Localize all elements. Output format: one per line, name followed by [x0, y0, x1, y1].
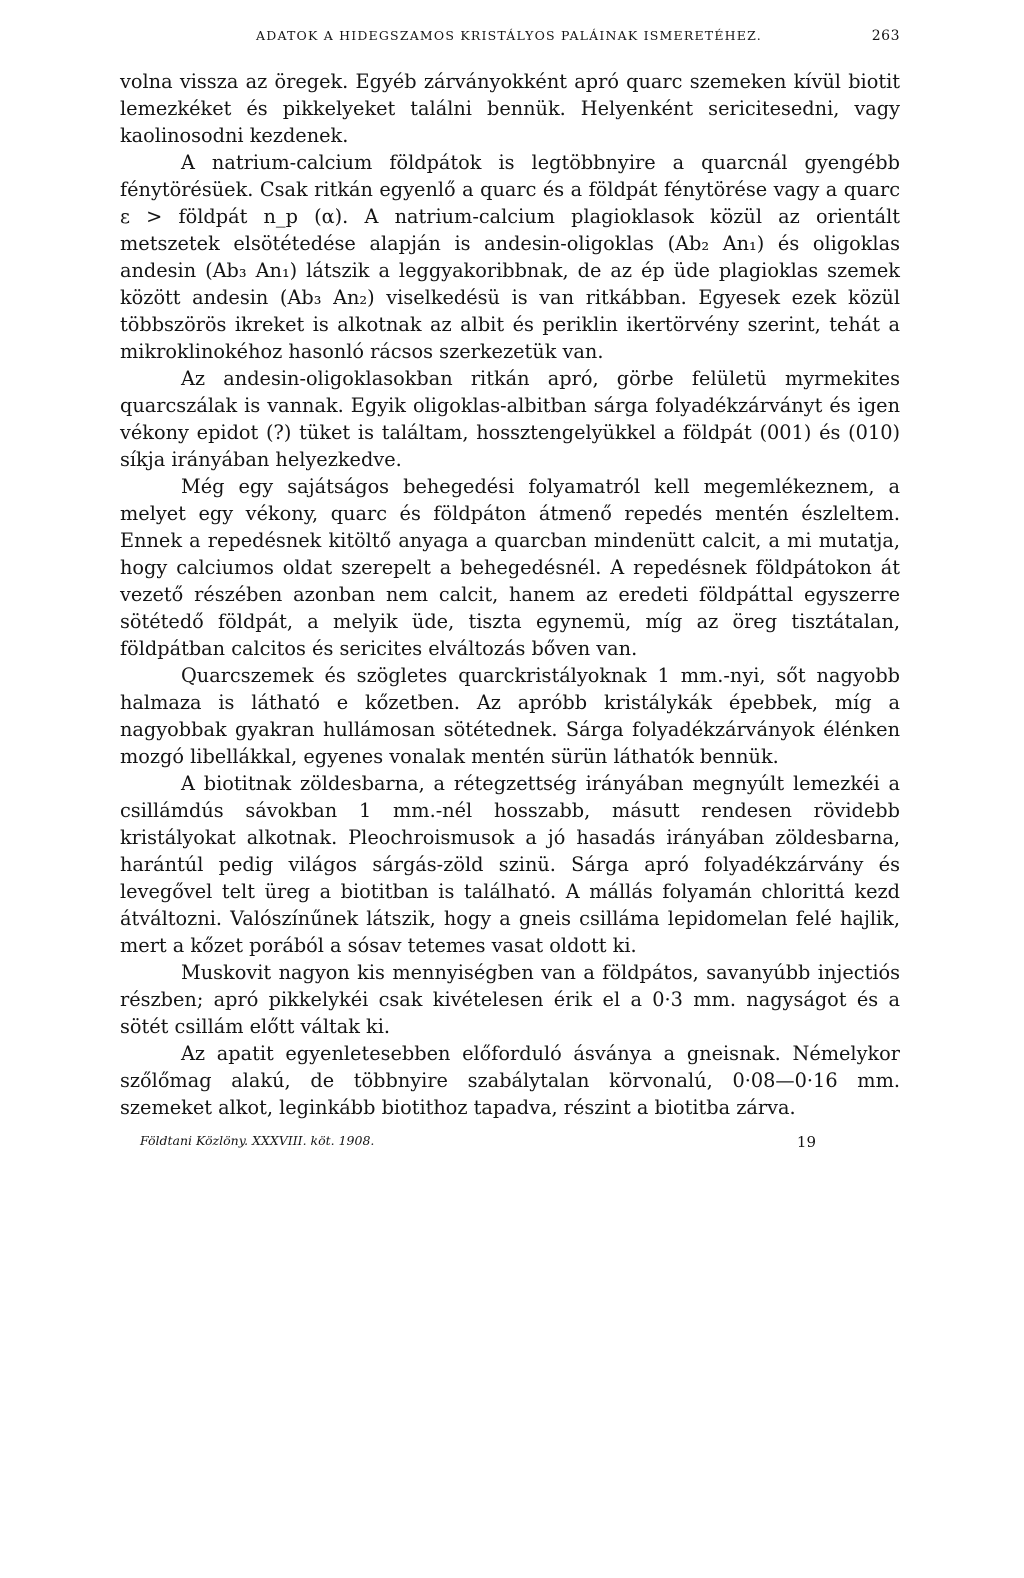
signature-mark: 19	[796, 1133, 816, 1151]
paragraph-8: Az apatit egyenletesebben előforduló ásványa a gneisnak. Némelykor szőlőmag alakú, de többnyire szabálytalan körvonalú, 0·08—0·16 mm. szemeket alkot, leginkább biotithoz tapadva, részint a biotitba zárva.	[120, 1042, 900, 1119]
page-number: 263	[871, 28, 900, 44]
paragraph-2: A natrium-calcium földpátok is legtöbbnyire a quarcnál gyengébb fénytörésüek. Csak ritkán egyenlő a quarc és a földpát fénytörése vagy a quarc ε > földpát n_p (α). A natrium-calcium plagioklasok közül az orientált metszetek elsötétedése alapján is andesin-oligoklas (Ab₂ An₁) és oligoklas andesin (Ab₃ An₁) látszik a leggyakoribbnak, de az ép üde plagioklas szemek között andesin (Ab₃ An₂) viselkedésü is van ritkábban. Egyesek ezek közül többszörös ikreket is alkotnak az albit és periklin ikertörvény szerint, tehát a mikroklinokéhoz hasonló rácsos szerkezetük van.	[120, 151, 900, 363]
running-title: ADATOK A HIDEGSZAMOS KRISTÁLYOS PALÁINAK ISMERETÉHEZ.	[256, 28, 762, 43]
paragraph-7: Muskovit nagyon kis mennyiségben van a földpátos, savanyúbb injectiós részben; apró pikkelykéi csak kivételesen érik el a 0·3 mm. nagyságot és a sötét csillám előtt váltak ki.	[120, 961, 900, 1038]
footer-citation: Földtani Közlöny. XXXVIII. köt. 1908.	[140, 1133, 375, 1148]
paragraph-5: Quarcszemek és szögletes quarckristályoknak 1 mm.-nyi, sőt nagyobb halmaza is látható e kőzetben. Az apróbb kristálykák épebbek, míg a nagyobbak gyakran hullámosan sötétednek. Sárga folyadékzárványok élénken mozgó libellákkal, egyenes vonalak mentén sürün láthatók bennük.	[120, 664, 900, 768]
document-page	[120, 28, 900, 1151]
page-footer	[120, 1133, 900, 1151]
paragraph-6: A biotitnak zöldesbarna, a rétegzettség irányában megnyúlt lemezkéi a csillámdús sávokban 1 mm.-nél hosszabb, másutt rendesen rövidebb kristályokat alkotnak. Pleochroismusok a jó hasadás irányában zöldesbarna, harántúl pedig világos sárgás-zöld szinü. Sárga apró folyadékzárvány és levegővel telt üreg a biotitban is található. A mállás folyamán chlorittá kezd átváltozni. Valószínűnek látszik, hogy a gneis csillámа lepidomelan felé hajlik, mert a kőzet porából a sósav tetemes vasat oldott ki.	[120, 772, 900, 957]
paragraph-3: Az andesin-oligoklasokban ritkán apró, görbe felületü myrmekites quarcszálak is vannak. Egyik oligoklas-albitban sárga folyadékzárványt és igen vékony epidot (?) tüket is találtam, hossztengelyükkel a földpát (001) és (010) síkja irányában helyezkedve.	[120, 367, 900, 471]
paragraph-1: volna vissza az öregek. Egyéb zárványokként apró quarc szemeken kívül biotit lemezkéket és pikkelyeket találni bennük. Helyenként sericitesedni, vagy kaolinosodni kezdenek.	[120, 70, 900, 147]
body-text	[120, 68, 900, 1121]
running-header	[120, 28, 900, 44]
paragraph-4: Még egy sajátságos behegedési folyamatról kell megemlékeznem, a melyet egy vékony, quarc és földpáton átmenő repedés mentén észleltem. Ennek a repedésnek kitöltő anyaga a quarcban mindenütt calcit, a mi mutatja, hogy calciumos oldat szerepelt a behegedésnél. A repedésnek földpátokon át vezető részében azonban nem calcit, hanem az eredeti földpáttal egyszerre sötétedő földpát, a melyik üde, tiszta egynemü, míg az öreg tisztátalan, földpátban calcitos és sericites elváltozás bőven van.	[120, 475, 900, 660]
